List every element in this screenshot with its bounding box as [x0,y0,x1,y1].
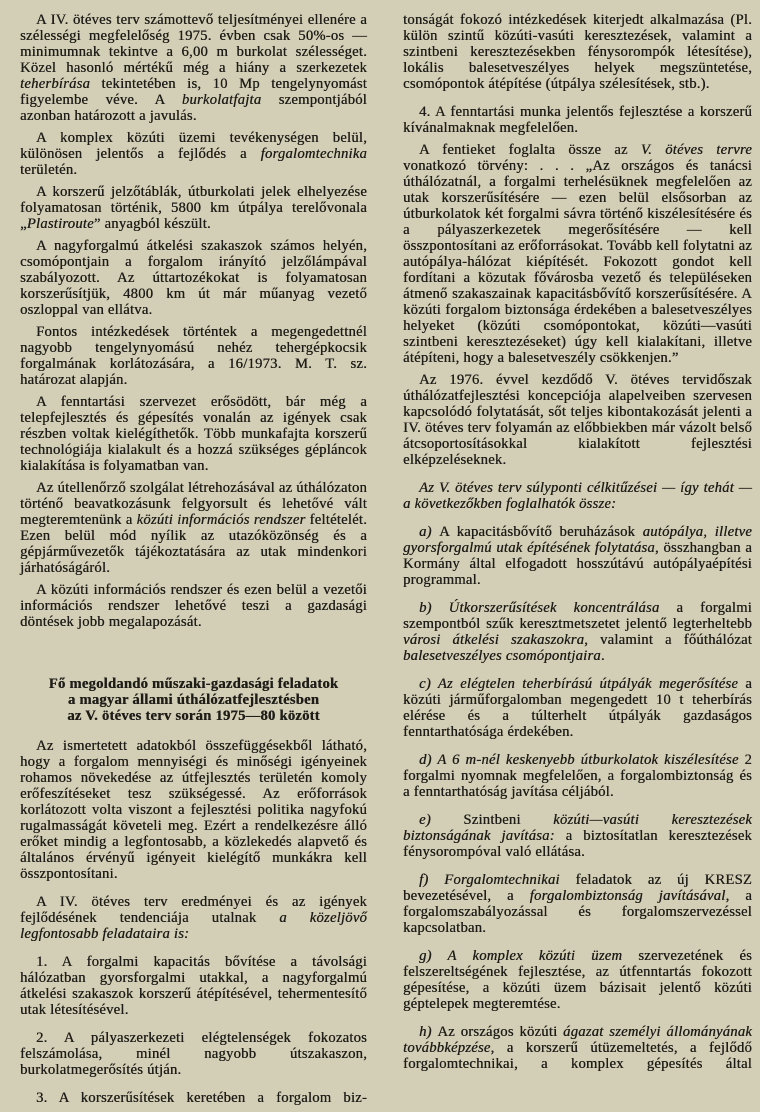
text: , összhangban a Kormány által elfogadott hosszútávú autópályaépítési programmal. [403,540,752,588]
paragraph [20,324,367,388]
italic-text: forgalombiztonság javításával [529,888,726,904]
paragraph [403,480,752,512]
text: a forgalmi szempontból szűk keresztmetszetet jelentő legterheltebb [403,600,752,632]
paragraph [20,738,367,882]
text: Az 1976. évvel kezdődő V. ötéves tervidőszak úthálózatfejlesztési koncepciója alapelveiben szervesen kapcsolódó folytatását, sőt teljes kibontakozását jelenti a IV. ötéves terv folyamán az előbbiekben már vázolt belső átcsoportosításokkal kialakított fejlesztési elképzeléseknek. [403,372,752,468]
paragraph [403,12,752,92]
paragraph [403,872,752,936]
text: Az országos közúti [437,1024,564,1040]
text: Az ismertetett adatokból összefüggésekből látható, hogy a forgalom mennyiségi és minőségi igényeinek rohamos növekedése az útfejlesztés területén komoly erőfeszítéseket tesz szükségessé. Az erőforrások korlátozott volta viszont a fejlesztési politika nagyfokú rugalmasságát követeli meg. Ezért a rendelkezésre álló erőket mindig a legfontosabb, a közlekedés alapvető és általános érvényű igényeit kielégítő munkákra kell összpontosítani. [20,738,367,882]
text: , a korszerű útüzemeltetés, a fejlődő forgalomtechnikai, a komplex gépesítés által [403,1040,752,1072]
text: , a forgalomszabályozással és forgalomszervezéssel kapcsolatban. [403,888,752,936]
italic-text: burkolatfajta [181,92,262,108]
text: területén. [20,162,78,178]
text: . [600,648,605,664]
text: a biztosítatlan keresztezések fénysorompóval való ellátása. [403,828,752,860]
italic-text: b) Útkorszerűsítések koncentrálása [419,600,660,616]
paragraph [20,394,367,474]
paragraph [20,184,367,232]
text: A közúti információs rendszer és ezen belül a vezetői információs rendszer lehetővé teszi a gazdasági döntések jobb megalapozását. [20,582,367,630]
text: 2 forgalmi nyomnak megfelelően, a forgalombiztonság és a fenntarthatóság javítása céljából. [403,752,753,800]
text: A fentieket foglalta össze az [419,142,641,158]
italic-text: forgalomtechnika [260,146,367,162]
paragraph [20,582,367,630]
italic-text: teherbírása [20,76,91,92]
italic-text: e) [419,812,464,828]
paragraph [20,130,367,178]
text: 1. A forgalmi kapacitás bővítése a távolsági hálózatban gyorsforgalmi utakkal, a nagyforgalmú átkelési szakaszok korszerű átépítésével, tehermentesítő utak létesítésével. [20,954,367,1018]
italic-text: ágazat személyi állományának továbbképzése [403,1024,752,1056]
heading-line: az V. ötéves terv során 1975—80 között [67,708,320,724]
text: szervezetének és felszereltségének fejlesztése, az útfenntartás fokozott gépesítése, a közúti üzem bázisait jelentő közúti géptelepek megteremtése. [403,948,752,1012]
paragraph [403,524,752,588]
text: A nagyforgalmú átkelési szakaszok számos helyén, csomópontjain a forgalom irányító jelzőlámpával szabályozott. Az úttartozékokat is folyamatosan korszerűsítjük, 4800 km út már műanyag vezető oszloppal van ellátva. [20,238,367,318]
text: 4. A fenntartási munka jelentős fejlesztése a korszerű kívánalmaknak megfelelően. [403,104,752,136]
paragraph [403,1024,752,1072]
italic-text: városi átkelési szakaszokra [403,632,585,648]
paragraph [20,1090,367,1106]
paragraph [403,104,752,136]
italic-text: f) Forgalomtechnikai [419,872,560,888]
text: 2. A pályaszerkezeti elégtelenségek fokozatos felszámolása, minél nagyobb útszakaszon, burkolatmegerősítés útján. [20,1030,367,1078]
text: Szintbeni [463,812,554,828]
text: A kapacitásbővítő beruházások [439,524,643,540]
italic-text: a) [419,524,440,540]
text: feladatok az új KRESZ bevezetésével, a [403,872,752,904]
text: szempontjából azonban határozott a javulás. [20,92,367,124]
italic-text: a közeljövő legfontosabb feladataira is: [20,910,368,942]
paragraph [20,894,367,942]
paragraph [20,12,367,124]
text: tonságát fokozó intézkedések kiterjedt alkalmazása (Pl. külön szintű közúti-vasúti keresztezések, valamint a szintbeni keresztezésekben fénysorompók létesítése), lokális balesetveszélyes helyek megszüntetése, csomópontok átépítése (útpálya szélesítések, stb.). [403,12,752,92]
text: feltételét. Ezen belül mód nyílik az utazóközönség és a gépjárművezetők tájékoztatására az utak mindenkori járhatóságáról. [20,512,368,576]
italic-text: Plastiroute [26,216,94,232]
paragraph [403,812,752,860]
text: 3. A korszerűsítések keretében a forgalom biz- [36,1090,367,1106]
text: A komplex közúti üzemi tevékenységen belül, különösen jelentős a fejlődés a [20,130,367,162]
paragraph [20,954,367,1018]
italic-text: c) Az elégtelen teherbírású útpályák megerősítése [419,676,739,692]
text: A IV. ötéves terv számottevő teljesítményei ellenére a szélességi megfelelőség 1975. évben csak 50%-os — minimumnak tekintve a 6,00 m burkolat szélességet. Közel hasonló mértékű még a hiány a szerkezetek [20,12,367,76]
heading-line: Fő megoldandó műszaki-gazdasági feladatok [48,676,339,692]
italic-text: h) [419,1024,438,1040]
italic-text: autópálya, illetve gyorsforgalmú utak építésének folytatása [403,524,752,556]
text: Fontos intézkedések történtek a megengedettnél nagyobb tengelynyomású nehéz tehergépkocsik forgalmának korlátozására, a 16/1973. M. T. sz. határozat alapján. [20,324,367,388]
paragraph [403,948,752,1012]
text: tekintetében is, 10 Mp tengelynyomást figyelembe véve. A [20,76,367,108]
text: A IV. ötéves terv eredményei és az igények fejlődésének tendenciája utalnak [20,894,367,926]
paragraph [403,142,752,366]
paragraph [20,238,367,318]
italic-text: közúti—vasúti keresztezések biztonságának javítása: [403,812,752,844]
text: ” anyagból készült. [93,216,211,232]
italic-text: Az V. ötéves terv súlyponti célkitűzései — így tehát — a következőkben foglalhatók össze: [403,480,752,512]
right-column [403,12,752,1078]
italic-text: közúti információs rendszer [136,512,306,528]
paragraph [20,1030,367,1078]
paragraph [403,676,752,740]
paragraph [20,480,367,576]
paragraph [403,600,752,664]
text: A korszerű jelzőtáblák, útburkolati jelek elhelyezése folyamatosan történik, 5800 km útpálya terelővonala „ [20,184,367,232]
italic-text: V. ötéves tervre [640,142,752,158]
italic-text: balesetveszélyes csomópontjaira [403,648,601,664]
heading-line: a magyar állami úthálózatfejlesztésben [67,692,320,708]
left-column [20,12,367,1112]
italic-text: d) A 6 m-nél keskenyebb útburkolatok kiszélesítése [419,752,739,768]
paragraph [403,752,752,800]
text: Az útellenőrző szolgálat létrehozásával az úthálózaton történő beavatkozásunk felgyorsult és lehetővé vált megteremtenünk a [20,480,367,528]
text: A fenntartási szervezet erősödött, bár még a telepfejlesztés és gépesítés vonalán az igények csak részben voltak kielégíthetők. Több munkafajta korszerű technológiája kialakult és a hozzá szükséges gépláncok kialakítása is folyamatban van. [20,394,367,474]
paragraph [403,372,752,468]
text: , valamint a főúthálózat [584,632,753,648]
text: vonatkozó törvény: . . . „Az országos és tanácsi úthálózatnál, a forgalmi terhelésüknek megfelelően az utak korszerűsítésére — ezen belül elsősorban az útburkolatok két forgalmi sávra történő kiszélesítésére és a pályaszerkezetek megerősítésére — kell összpontosítani az erőforrásokat. Tovább kell folytatni az autópálya-hálózat kiépítését. Fokozott gondot kell fordítani a közutak fővárosba vezető és településeken átmenő szakaszainak kapacitásbővítő korszerűsítésére. A közúti forgalom biztonsága érdekében a balesetveszélyes helyeket (közúti csomópontokat, közúti—vasúti szintbeni keresztezéseket) úgy kell kialakítani, illetve átépíteni, hogy a balesetveszély csökkenjen.” [403,158,752,366]
section-heading [20,676,367,724]
text: a közúti járműforgalomban megengedett 10 t teherbírás elérése és a túlterhelt útpályák gazdaságos fenntarthatósága érdekében. [403,676,752,740]
italic-text: g) A komplex közúti üzem [419,948,623,964]
